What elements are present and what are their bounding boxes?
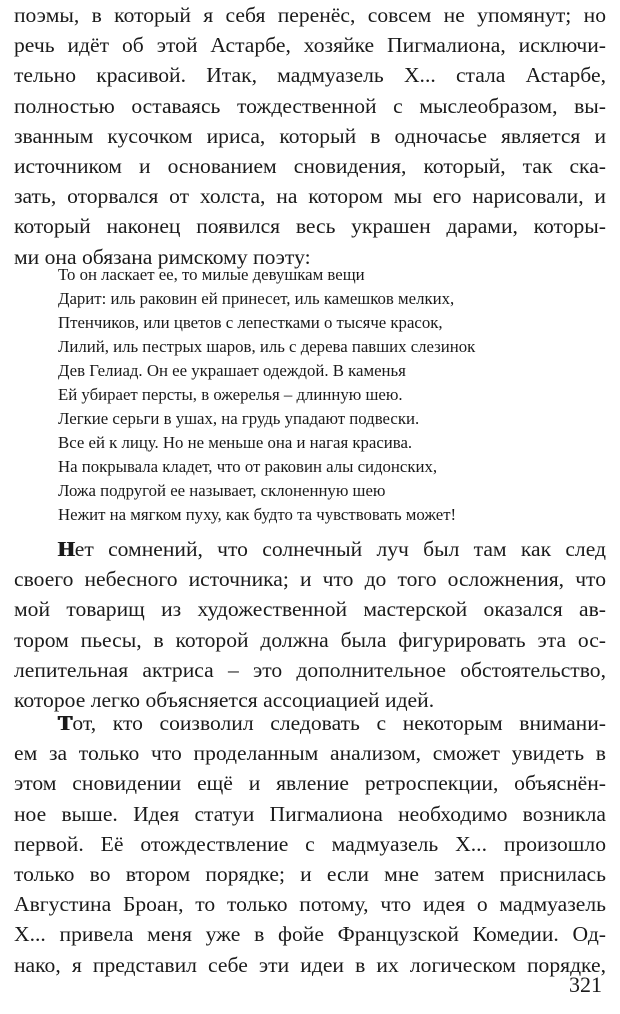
text-line: зать, оторвался от холста, на котором мы его нарисовали, и: [14, 184, 606, 209]
text-line-first: [14, 534, 606, 564]
verse-line: Ложа подругой ее называет, склоненную шею: [58, 481, 386, 500]
verse-line: Птенчиков, или цветов с лепестками о тысяче красок,: [58, 313, 443, 332]
text-line: лепительная актриса – это дополнительное обстоятельство,: [14, 657, 606, 682]
text-line: мой товарищ из художественной мастерской оказался ав-: [14, 597, 606, 622]
text-line: только во втором порядке; и если мне затем приснилась: [14, 861, 606, 886]
text-line: ми она обязана римскому поэту:: [14, 244, 311, 269]
verse-line: На покрывала кладет, что от раковин алы сидонских,: [58, 457, 438, 476]
text-line: который наконец появился весь украшен дарами, которы-: [14, 214, 606, 239]
text-run: ет сомнений, что солнечный луч был там как след: [74, 537, 606, 561]
text-line: своего небесного источника; и что до того осложнения, что: [14, 567, 606, 592]
text-line: этом сновидении ещё и явление ретроспекции, объяснён-: [14, 771, 606, 796]
verse-line: Нежит на мягком пуху, как будто та чувствовать может!: [58, 505, 457, 524]
text-line-first: [14, 708, 606, 738]
verse-line: Дарит: иль раковин ей принесет, иль камешков мелких,: [58, 289, 455, 308]
text-line: первой. Её отождествление с мадмуазель Х... произошло: [14, 831, 606, 856]
verse-line: Все ей к лицу. Но не меньше она и нагая красива.: [58, 433, 413, 452]
text-run: от, кто соизволил следовать с некоторым внимани-: [72, 711, 606, 735]
verse-line: Легкие серьги в ушах, на грудь упадают подвески.: [58, 409, 420, 428]
text-line: Августина Броан, то только потому, что идея о мадмуазель: [14, 892, 606, 917]
verse-quotation: [58, 263, 558, 527]
text-line: тельно красивой. Итак, мадмуазель Х... стала Астарбе,: [14, 63, 606, 88]
text-line: ное выше. Идея статуи Пигмалиона необходимо возникла: [14, 801, 606, 826]
verse-line: Ей убирает персты, в ожерелья – длинную шею.: [58, 385, 403, 404]
paragraph-top: [14, 0, 606, 272]
drop-cap: Н: [58, 537, 75, 561]
text-line: ем за только что проделанным анализом, сможет увидеть в: [14, 741, 606, 766]
verse-line: Лилий, иль пестрых шаров, иль с дерева павших слезинок: [58, 337, 476, 356]
text-line: тором пьесы, в которой должна была фигурировать эта ос-: [14, 627, 606, 652]
verse-line: Дев Гелиад. Он ее украшает одеждой. В каменья: [58, 361, 406, 380]
text-line: нако, я представил себе эти идеи в их логическом порядке,: [14, 952, 606, 977]
text-line: званным кусочком ириса, который в одночасье является и: [14, 123, 606, 148]
text-line: Х... привела меня уже в фойе Французской Комедии. Од-: [14, 922, 606, 947]
text-line: речь идёт об этой Астарбе, хозяйке Пигмалиона, исключи-: [14, 33, 606, 58]
text-line: которое легко объясняется ассоциацией идей.: [14, 687, 435, 712]
drop-cap: Т: [58, 711, 73, 735]
verse-line: То он ласкает ее, то милые девушкам вещи: [58, 265, 365, 284]
paragraph-bottom: [14, 708, 606, 980]
paragraph-middle: [14, 534, 606, 715]
text-line: источником и основанием сновидения, который, так ска-: [14, 153, 606, 178]
text-line: полностью оставаясь тождественной с мыслеобразом, вы-: [14, 93, 606, 118]
text-line: поэмы, в который я себя перенёс, совсем не упомянут; но: [14, 3, 606, 27]
page-number: 321: [569, 972, 602, 997]
